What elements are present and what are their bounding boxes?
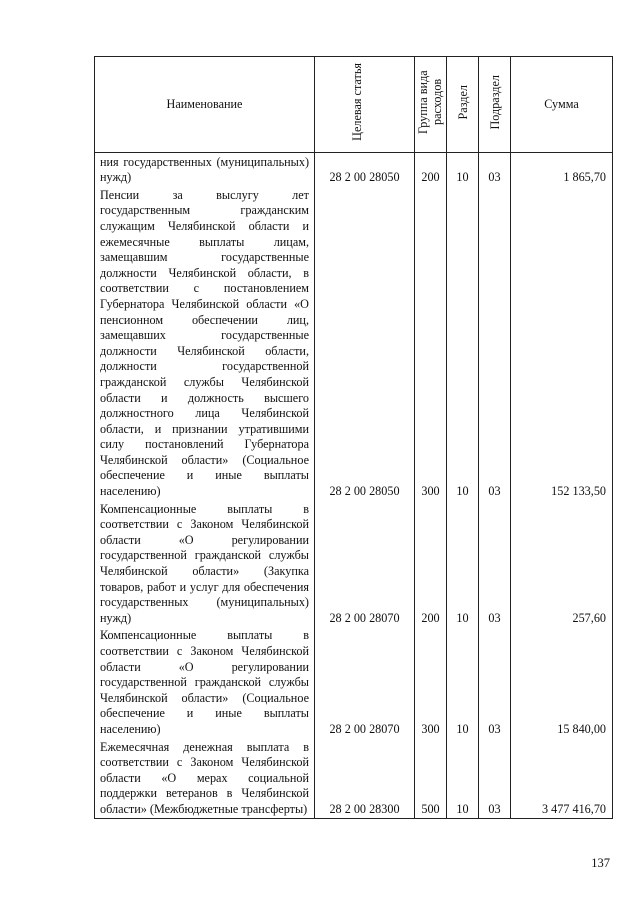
row-code: 28 2 00 28070	[315, 626, 415, 737]
row-sum: 1 865,70	[511, 152, 613, 186]
table-row	[95, 186, 613, 500]
row-section: 10	[447, 500, 479, 627]
row-section: 10	[447, 738, 479, 818]
table-row	[95, 626, 613, 737]
row-subsection: 03	[479, 186, 511, 500]
header-expense-group: Группа вида расходов	[415, 57, 447, 153]
row-subsection: 03	[479, 500, 511, 627]
row-name: Компенсационные выплаты в соответствии с Законом Челябинской области «О регулировании государственной гражданской службы Челябинской области» (Закупка товаров, работ и услуг для обеспечения государственных (муниципальных) нужд)	[95, 500, 315, 627]
row-code: 28 2 00 28050	[315, 186, 415, 500]
header-name: Наименование	[95, 57, 315, 153]
row-group: 300	[415, 626, 447, 737]
table-row	[95, 500, 613, 627]
header-subsection: Подраздел	[479, 57, 511, 153]
header-section: Раздел	[447, 57, 479, 153]
row-code: 28 2 00 28300	[315, 738, 415, 818]
page-number: 137	[591, 856, 610, 870]
table-row	[95, 738, 613, 818]
row-name: Ежемесячная денежная выплата в соответствии с Законом Челябинской области «О мерах социальной поддержки ветеранов в Челябинской области» (Межбюджетные трансферты)	[95, 738, 315, 818]
row-subsection: 03	[479, 626, 511, 737]
row-code: 28 2 00 28050	[315, 152, 415, 186]
budget-table	[94, 56, 613, 819]
row-sum: 257,60	[511, 500, 613, 627]
table-row	[95, 152, 613, 186]
row-sum: 3 477 416,70	[511, 738, 613, 818]
row-group: 200	[415, 500, 447, 627]
row-name: ния государственных (муниципальных) нужд)	[95, 152, 315, 186]
row-name: Компенсационные выплаты в соответствии с Законом Челябинской области «О регулировании государственной гражданской службы Челябинской области» (Социальное обеспечение и иные выплаты населению)	[95, 626, 315, 737]
row-section: 10	[447, 186, 479, 500]
row-group: 200	[415, 152, 447, 186]
header-sum: Сумма	[511, 57, 613, 153]
row-name: Пенсии за выслугу лет государственным гражданским служащим Челябинской области и ежемесячные выплаты лицам, замещавшим государственные должности Челябинской области, в соответствии с постановлением Губернатора Челябинской области «О пенсионном обеспечении лиц, замещавших государственные должности Челябинской области, должности государственной гражданской службы Челябинской области и должность высшего должностного лица Челябинской области, и признании утратившими силу постановлений Губернатора Челябинской области» (Социальное обеспечение и иные выплаты населению)	[95, 186, 315, 500]
row-subsection: 03	[479, 152, 511, 186]
row-group: 500	[415, 738, 447, 818]
table-header-row	[95, 57, 613, 153]
row-sum: 15 840,00	[511, 626, 613, 737]
row-sum: 152 133,50	[511, 186, 613, 500]
row-code: 28 2 00 28070	[315, 500, 415, 627]
row-section: 10	[447, 626, 479, 737]
row-subsection: 03	[479, 738, 511, 818]
row-section: 10	[447, 152, 479, 186]
row-group: 300	[415, 186, 447, 500]
header-target-article: Целевая статья	[315, 57, 415, 153]
